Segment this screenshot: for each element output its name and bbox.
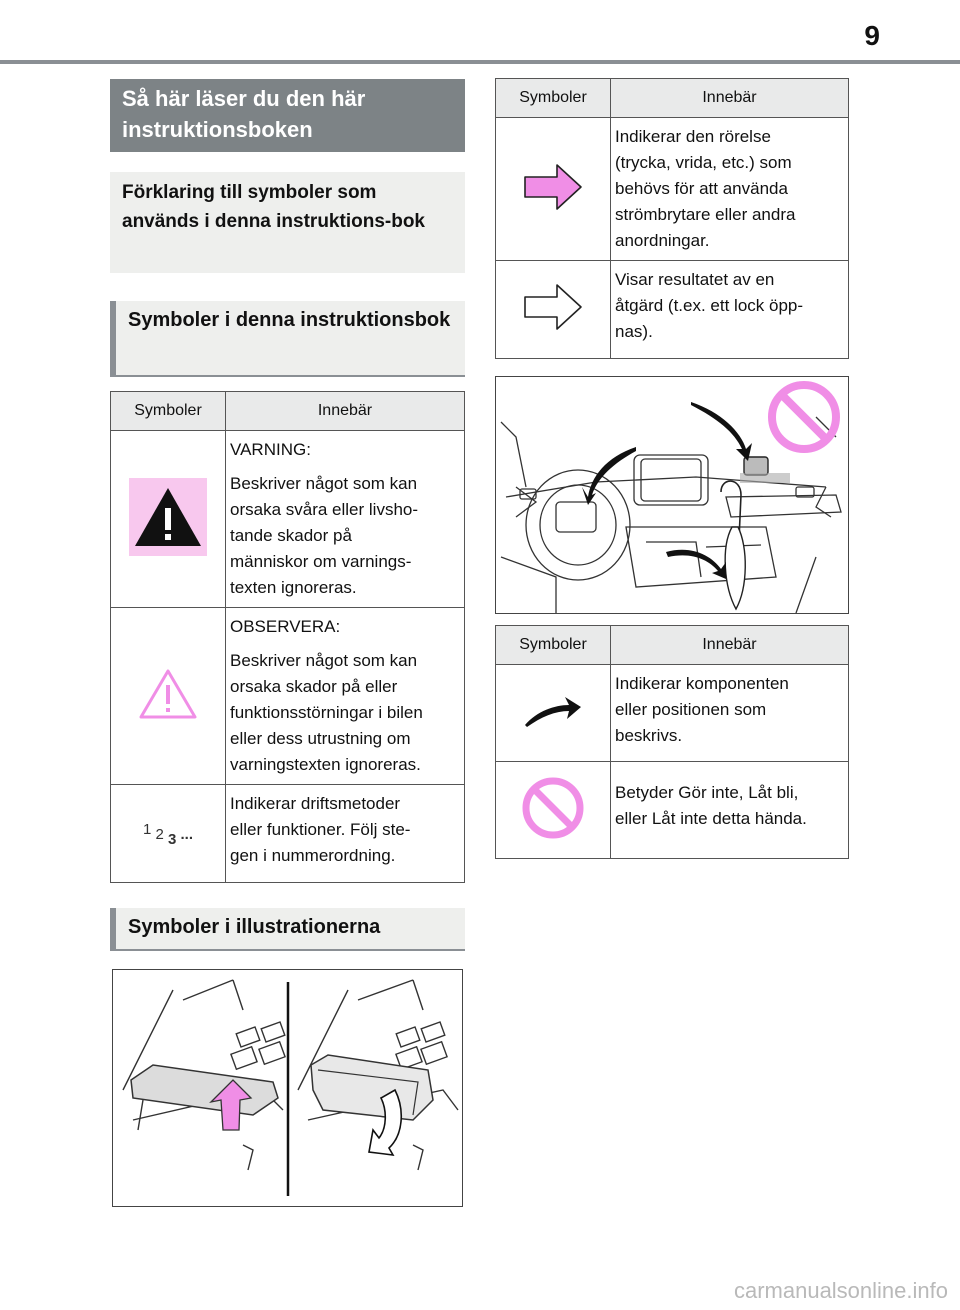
text-line: orsaka skador på eller bbox=[230, 677, 398, 696]
meaning-cell bbox=[611, 762, 849, 859]
meaning-cell bbox=[226, 431, 465, 608]
text-line: OBSERVERA: bbox=[230, 617, 341, 636]
section-heading-symbols: Symboler i denna instruktionsbok bbox=[110, 301, 465, 377]
text-line: Visar resultatet av en bbox=[615, 270, 775, 289]
text-line: eller positionen som bbox=[615, 700, 767, 719]
table-row bbox=[111, 431, 465, 608]
column-header-symbols: Symboler bbox=[496, 79, 611, 118]
symbols-table-right-bottom bbox=[495, 625, 849, 859]
column-header-meaning: Innebär bbox=[226, 392, 465, 431]
text-line: texten ignoreras. bbox=[230, 578, 357, 597]
text-line: (trycka, vrida, etc.) som bbox=[615, 153, 792, 172]
text-line: eller Låt inte detta hända. bbox=[615, 809, 807, 828]
overhead-console-illustration bbox=[112, 969, 463, 1207]
symbol-cell bbox=[111, 608, 226, 785]
text-line: eller dess utrustning om bbox=[230, 729, 411, 748]
text-line: Beskriver något som kan bbox=[230, 651, 418, 670]
symbol-cell bbox=[496, 665, 611, 762]
text-line: Betyder Gör inte, Låt bli, bbox=[615, 783, 799, 802]
pink-arrow-icon bbox=[521, 162, 585, 212]
symbol-cell bbox=[496, 261, 611, 359]
symbol-cell bbox=[496, 118, 611, 261]
text-line: behövs för att använda bbox=[615, 179, 788, 198]
text-line: gen i nummerordning. bbox=[230, 846, 396, 865]
caution-triangle-outline-icon bbox=[138, 668, 198, 720]
meaning-cell bbox=[226, 608, 465, 785]
column-header-symbols: Symboler bbox=[496, 626, 611, 665]
text-line: Indikerar komponenten bbox=[615, 674, 789, 693]
text-line: strömbrytare eller andra bbox=[615, 205, 796, 224]
prohibited-icon bbox=[521, 776, 585, 840]
text-line: VARNING: bbox=[230, 440, 311, 459]
top-rule bbox=[0, 60, 960, 64]
text-line: tande skador på bbox=[230, 526, 352, 545]
text-line: Beskriver något som kan bbox=[230, 474, 418, 493]
table-row bbox=[496, 118, 849, 261]
outline-arrow-icon bbox=[521, 282, 585, 332]
text-line: Indikerar den rörelse bbox=[615, 127, 771, 146]
page-number: 9 bbox=[864, 20, 880, 51]
meaning-cell bbox=[611, 118, 849, 261]
watermark: carmanualsonline.info bbox=[733, 1278, 948, 1303]
symbols-table-left bbox=[110, 391, 465, 883]
meaning-cell bbox=[226, 785, 465, 883]
text-line: funktionsstörningar i bilen bbox=[230, 703, 423, 722]
text-line: orsaka svåra eller livsho- bbox=[230, 500, 419, 519]
text-line: beskrivs. bbox=[615, 726, 683, 745]
column-header-meaning: Innebär bbox=[611, 79, 849, 118]
page-title: Så här läser du den här instruktionsboken bbox=[110, 79, 465, 152]
subtitle: Förklaring till symboler som används i denna instruktions-bok bbox=[110, 172, 465, 273]
table-row bbox=[111, 608, 465, 785]
text-line: eller funktioner. Följ ste- bbox=[230, 820, 411, 839]
meaning-cell bbox=[611, 665, 849, 762]
table-row bbox=[111, 785, 465, 883]
symbol-cell bbox=[496, 762, 611, 859]
symbol-cell bbox=[111, 785, 226, 883]
table-row bbox=[496, 665, 849, 762]
meaning-cell bbox=[611, 261, 849, 359]
section-heading-illustrations: Symboler i illustrationerna bbox=[110, 908, 465, 951]
pointer-arrow-icon bbox=[521, 691, 585, 731]
text-line: varningstexten ignoreras. bbox=[230, 755, 421, 774]
symbols-table-right-top bbox=[495, 78, 849, 359]
table-row bbox=[496, 762, 849, 859]
warning-triangle-filled-icon bbox=[129, 478, 207, 556]
text-line: Indikerar driftsmetoder bbox=[230, 794, 401, 813]
text-line: människor om varnings- bbox=[230, 552, 412, 571]
text-line: åtgärd (t.ex. ett lock öpp- bbox=[615, 296, 804, 315]
text-line: nas). bbox=[615, 322, 653, 341]
text-line: anordningar. bbox=[615, 231, 710, 250]
column-header-symbols: Symboler bbox=[111, 392, 226, 431]
symbol-cell bbox=[111, 431, 226, 608]
table-row bbox=[496, 261, 849, 359]
column-header-meaning: Innebär bbox=[611, 626, 849, 665]
step-numbers-icon: 1 2 3 ... bbox=[142, 820, 194, 848]
dashboard-illustration bbox=[495, 376, 849, 614]
